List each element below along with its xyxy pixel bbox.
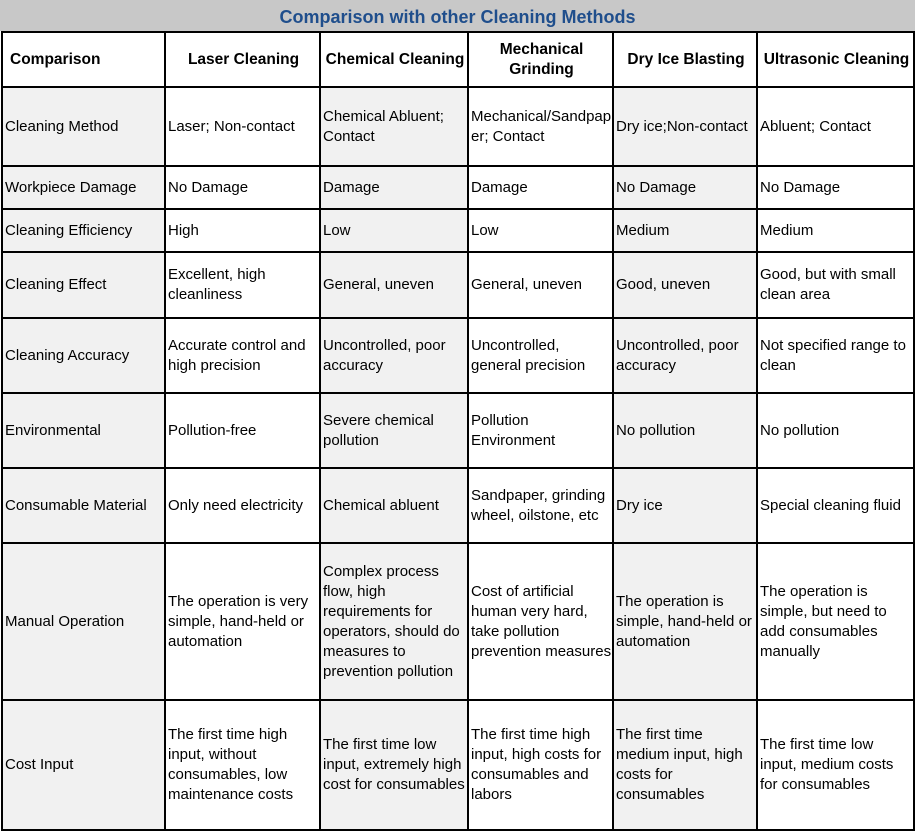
cell: Dry ice (613, 468, 757, 543)
cell: Medium (613, 209, 757, 252)
table-title: Comparison with other Cleaning Methods (0, 0, 915, 31)
row-label-consumable-material: Consumable Material (2, 468, 165, 543)
cell: The first time low input, extremely high cost for consumables (320, 700, 468, 830)
cell: Uncontrolled, general precision (468, 318, 613, 393)
cell: Damage (468, 166, 613, 209)
cell: Good, but with small clean area (757, 252, 914, 318)
row-label-cleaning-method: Cleaning Method (2, 87, 165, 166)
header-comparison: Comparison (2, 32, 165, 87)
cell: Only need electricity (165, 468, 320, 543)
cell: No Damage (757, 166, 914, 209)
cell: Pollution-free (165, 393, 320, 468)
cell: Severe chemical pollution (320, 393, 468, 468)
cell: Special cleaning fluid (757, 468, 914, 543)
header-chemical-cleaning: Chemical Cleaning (320, 32, 468, 87)
table-row (2, 700, 914, 830)
header-row (2, 32, 914, 87)
cell: Laser; Non-contact (165, 87, 320, 166)
cell: The first time medium input, high costs for consumables (613, 700, 757, 830)
header-mechanical-grinding: Mechanical Grinding (468, 32, 613, 87)
cell: Chemical Abluent; Contact (320, 87, 468, 166)
cell: Chemical abluent (320, 468, 468, 543)
table-row (2, 252, 914, 318)
cell: Good, uneven (613, 252, 757, 318)
cell: The first time high input, high costs for consumables and labors (468, 700, 613, 830)
table-row (2, 468, 914, 543)
cell: No pollution (613, 393, 757, 468)
cell: Complex process flow, high requirements for operators, should do measures to prevention pollution (320, 543, 468, 700)
row-label-cleaning-accuracy: Cleaning Accuracy (2, 318, 165, 393)
cell: High (165, 209, 320, 252)
row-label-workpiece-damage: Workpiece Damage (2, 166, 165, 209)
cell: Cost of artificial human very hard, take pollution prevention measures (468, 543, 613, 700)
table-row (2, 393, 914, 468)
cell: Pollution Environment (468, 393, 613, 468)
cell: Abluent; Contact (757, 87, 914, 166)
cell: General, uneven (320, 252, 468, 318)
cell: Excellent, high cleanliness (165, 252, 320, 318)
cell: The operation is simple, but need to add consumables manually (757, 543, 914, 700)
table-row (2, 209, 914, 252)
table-row (2, 166, 914, 209)
table-row (2, 318, 914, 393)
row-label-cleaning-efficiency: Cleaning Efficiency (2, 209, 165, 252)
cell: The operation is simple, hand-held or automation (613, 543, 757, 700)
row-label-cleaning-effect: Cleaning Effect (2, 252, 165, 318)
header-laser-cleaning: Laser Cleaning (165, 32, 320, 87)
cell: The operation is very simple, hand-held or automation (165, 543, 320, 700)
cell: The first time low input, medium costs for consumables (757, 700, 914, 830)
cell: Medium (757, 209, 914, 252)
cell: Low (468, 209, 613, 252)
cell: No pollution (757, 393, 914, 468)
cell: The first time high input, without consumables, low maintenance costs (165, 700, 320, 830)
cell: Damage (320, 166, 468, 209)
row-label-cost-input: Cost Input (2, 700, 165, 830)
cell: Accurate control and high precision (165, 318, 320, 393)
header-ultrasonic-cleaning: Ultrasonic Cleaning (757, 32, 914, 87)
cell: Uncontrolled, poor accuracy (613, 318, 757, 393)
cell: Not specified range to clean (757, 318, 914, 393)
cell: Low (320, 209, 468, 252)
cell: General, uneven (468, 252, 613, 318)
cell: Uncontrolled, poor accuracy (320, 318, 468, 393)
header-dry-ice-blasting: Dry Ice Blasting (613, 32, 757, 87)
cell: Dry ice;Non-contact (613, 87, 757, 166)
row-label-environmental: Environmental (2, 393, 165, 468)
row-label-manual-operation: Manual Operation (2, 543, 165, 700)
cell: No Damage (165, 166, 320, 209)
table-row (2, 87, 914, 166)
cell: No Damage (613, 166, 757, 209)
comparison-table (1, 31, 915, 831)
cell: Mechanical/Sandpaper; Contact (468, 87, 613, 166)
table-row (2, 543, 914, 700)
cell: Sandpaper, grinding wheel, oilstone, etc (468, 468, 613, 543)
